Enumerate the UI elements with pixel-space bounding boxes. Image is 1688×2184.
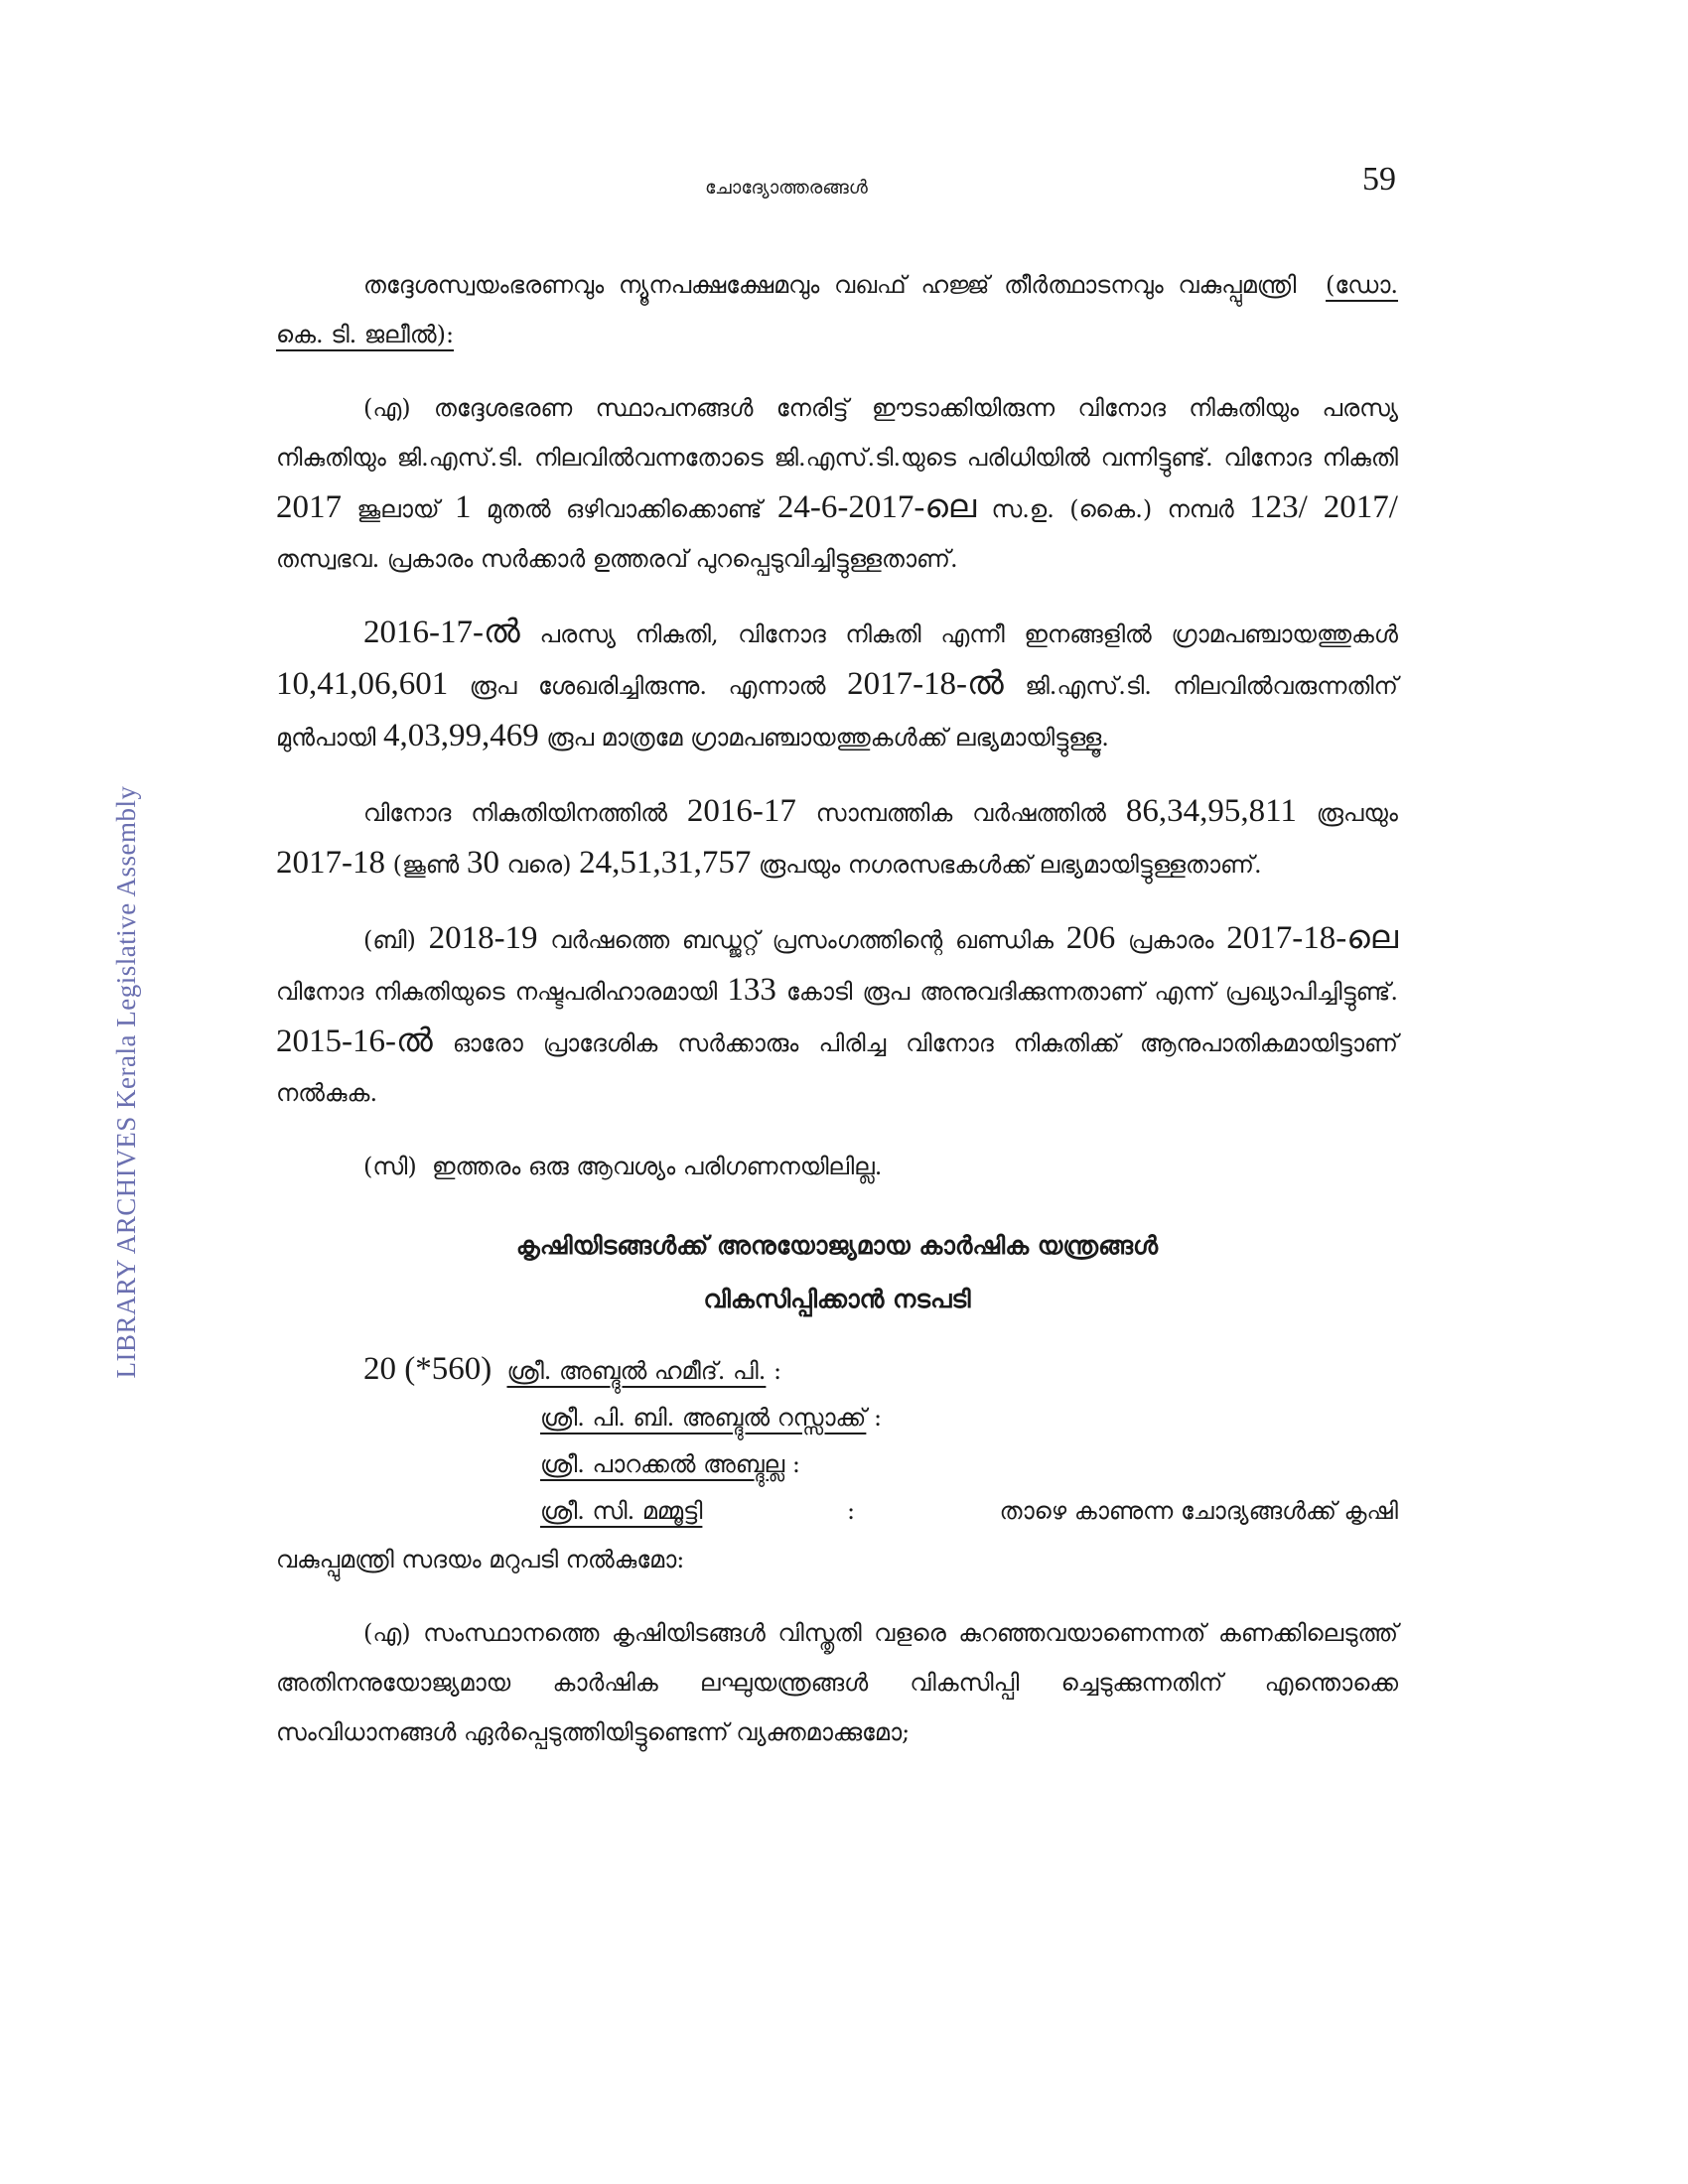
para-text: വിനോദ നികുതിയിനത്തിൽ (363, 799, 667, 827)
document-body (276, 260, 1398, 1757)
question-member-line (276, 1441, 1398, 1488)
question-first-line (276, 1346, 1398, 1395)
para-text: വരെ) (506, 851, 572, 879)
para-text: (ജൂൺ (392, 851, 460, 879)
question-intro: താഴെ കാണുന്ന ചോദ്യങ്ങൾക്ക് കൃഷി (999, 1497, 1398, 1525)
question-block (276, 1346, 1398, 1584)
answer-a-order-number: 123/ 2017/ (1249, 489, 1398, 525)
day: 30 (467, 845, 500, 881)
para-text: ഓരോ പ്രാദേശിക സർക്കാരും പിരിച്ച വിനോദ നികുതിക്ക് ആനുപാതികമായിട്ടാണ് നൽകുക. (276, 1029, 1398, 1107)
question-number: 20 (*560) (363, 1351, 492, 1387)
answer-b-paragraph (276, 913, 1398, 1118)
page-number: 59 (1362, 161, 1396, 198)
answer-a-order-date: 24-6-2017-ലെ (776, 489, 977, 525)
para-text: രൂപയും നഗരസഭകൾക്ക് ലഭ്യമായിട്ടുള്ളതാണ്. (758, 851, 1262, 879)
section-heading-line: വികസിപ്പിക്കാൻ നടപടി (703, 1285, 971, 1313)
answer-c-label: (സി) (363, 1153, 417, 1180)
year: 2017-18 (276, 845, 385, 881)
para-text: വർഷത്തെ ബഡ്ജറ്റ് പ്രസംഗത്തിന്റെ ഖണ്ഡിക (550, 926, 1054, 954)
minister-designation: തദ്ദേശസ്വയംഭരണവും ന്യൂനപക്ഷക്ഷേമവും വഖഫ് ഹജ്ജ് തീർത്ഥാടനവും വകുപ്പുമന്ത്രി (363, 271, 1297, 299)
year: 2015-16-ൽ (276, 1024, 433, 1059)
section-heading (276, 1219, 1398, 1326)
para-text: കോടി രൂപ അനുവദിക്കുന്നതാണ് എന്ന് പ്രഖ്യാപിച്ചിട്ടുണ്ട്. (786, 978, 1398, 1006)
year: 2017-18-ലെ (1226, 920, 1398, 956)
answer-b-label: (ബി) (363, 926, 416, 954)
question-intro-continued: വകുപ്പുമന്ത്രി സദയം മറുപടി നൽകുമോ: (276, 1546, 685, 1573)
question-part-a: (എ) സംസ്ഥാനത്തെ കൃഷിയിടങ്ങൾ വിസ്തൃതി വളരെ കുറഞ്ഞവയാണെന്നത് കണക്കിലെടുത്ത് അതിനനുയോജ്യമായ കാർഷിക ലഘുയന്ത്രങ്ങൾ വികസിപ്പി ച്ചെടുക്കുന്നതിന് എന്തൊക്കെ സംവിധാനങ്ങൾ ഏർപ്പെടുത്തിയിട്ടുണ്ടെന്ന് വ്യക്തമാക്കുമോ; (276, 1619, 1398, 1746)
amount: 86,34,95,811 (1125, 793, 1297, 829)
amount: 133 (727, 972, 776, 1008)
para-text: രൂപയും (1316, 799, 1398, 827)
minister-line (276, 260, 1398, 359)
archive-watermark: LIBRARY ARCHIVES Kerala Legislative Assembly (111, 785, 141, 1379)
para-text: പ്രകാരം (1128, 926, 1214, 954)
page-header-title: ചോദ്യോത്തരങ്ങൾ (705, 177, 868, 199)
para-text: വിനോദ നികുതിയുടെ നഷ്ടപരിഹാരമായി (276, 978, 718, 1006)
colon: : (791, 1450, 800, 1478)
answer-a-label: (എ) (363, 394, 411, 422)
answer-a-text: ജൂലായ് (356, 495, 440, 523)
colon: : (774, 1357, 782, 1385)
gram-panchayat-paragraph (276, 608, 1398, 762)
para-text: രൂപ ശേഖരിച്ചിരുന്നു. എന്നാൽ (469, 672, 826, 700)
answer-a-text: സ.ഉ. (കൈ.) നമ്പർ (991, 495, 1234, 523)
year: 2018-19 (428, 920, 538, 956)
answer-a-text: മുതൽ ഒഴിവാക്കിക്കൊണ്ട് (486, 495, 763, 523)
amount: 10,41,06,601 (276, 666, 449, 702)
member-name: ശ്രീ. അബ്ദുൽ ഹമീദ്. പി. (506, 1357, 767, 1385)
question-member-line (276, 1395, 1398, 1441)
minister-name: (ഡോ. കെ. ടി. ജലീൽ): (276, 271, 1399, 348)
para-text: സാമ്പത്തിക വർഷത്തിൽ (815, 799, 1106, 827)
year: 2016-17 (686, 793, 796, 829)
answer-a-text: തദ്ദേശഭരണ സ്ഥാപനങ്ങൾ നേരിട്ട് ഈടാക്കിയിരുന്ന വിനോദ നികുതിയും പരസ്യ നികുതിയും ജി.എസ്.ടി. നിലവിൽവന്നതോടെ ജി.എസ്.ടി.യുടെ പരിധിയിൽ വന്നിട്ടുണ്ട്. വിനോദ നികുതി (276, 394, 1398, 472)
section-heading-line: കൃഷിയിടങ്ങൾക്ക് അനുയോജ്യമായ കാർഷിക യന്ത്രങ്ങൾ (515, 1231, 1159, 1260)
answer-a-paragraph (276, 383, 1398, 584)
municipality-paragraph (276, 786, 1398, 889)
member-name: ശ്രീ. പാറക്കൽ അബ്ദുല്ല (540, 1450, 785, 1478)
budget-paragraph-number: 206 (1065, 920, 1116, 956)
colon: : (874, 1404, 883, 1432)
answer-a-year: 2017 (276, 489, 342, 525)
year: 2017-18-ൽ (847, 666, 1004, 702)
year: 2016-17-ൽ (363, 614, 520, 650)
answer-a-text: തസ്വഭവ. പ്രകാരം സർക്കാർ ഉത്തരവ് പുറപ്പെടുവിച്ചിട്ടുള്ളതാണ്. (276, 545, 958, 573)
answer-c-paragraph (276, 1142, 1398, 1191)
para-text: ജി.എസ്.ടി. നിലവിൽവരുന്നതിന് മുൻപായി (276, 672, 1398, 751)
answer-a-day: 1 (454, 489, 472, 525)
member-name: ശ്രീ. സി. മമ്മൂട്ടി (540, 1497, 703, 1525)
para-text: രൂപ മാത്രമേ ഗ്രാമപഞ്ചായത്തുകൾക്ക് ലഭ്യമായിട്ടുള്ളൂ. (546, 724, 1109, 751)
amount: 4,03,99,469 (383, 718, 539, 753)
member-name: ശ്രീ. പി. ബി. അബ്ദുൽ റസ്സാക്ക് (540, 1404, 867, 1432)
question-member-line (276, 1488, 1398, 1535)
colon: : (846, 1497, 856, 1525)
para-text: പരസ്യ നികുതി, വിനോദ നികുതി എന്നീ ഇനങ്ങളിൽ ഗ്രാമപഞ്ചായത്തുകൾ (539, 620, 1398, 648)
amount: 24,51,31,757 (579, 845, 752, 881)
para-text: ഇത്തരം ഒരു ആവശ്യം പരിഗണനയിലില്ല. (432, 1153, 883, 1180)
